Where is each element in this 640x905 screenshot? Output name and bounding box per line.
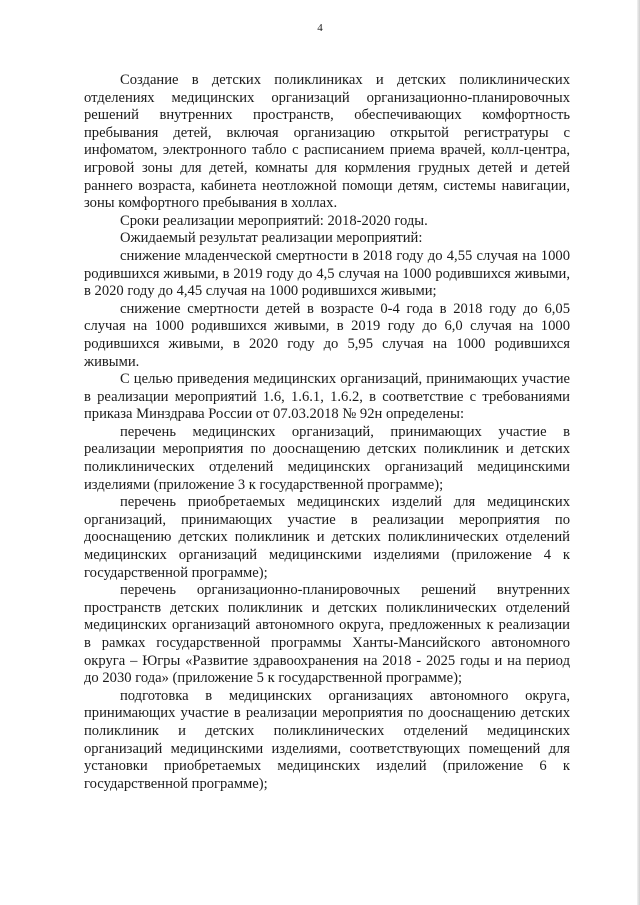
- paragraph-renovation-measures: Создание в детских поликлиниках и детских поликлинических отделениях медицинских организаций организационно-планировочных решений внутренних пространств, обеспечивающих комфортность пребывания детей, включая организацию открытой регистратуры с инфоматом, электронного табло с расписанием приема врачей, колл-центра, игровой зоны для детей, комнаты для кормления грудных детей и детей раннего возраста, кабинета неотложной помощи детям, системы навигации, зоны комфортного пребывания в холлах.: [84, 72, 570, 212]
- paragraph-compliance-purpose: С целью приведения медицинских организаций, принимающих участие в реализации мероприятий 1.6, 1.6.1, 1.6.2, в соответствие с требованиями приказа Минздрава России от 07.03.2018 № 92н определены:: [84, 371, 570, 423]
- paragraph-list-organizations: перечень медицинских организаций, принимающих участие в реализации мероприятия по дооснащению детских поликлиник и детских поликлинических отделений медицинских организаций медицинскими изделиями (приложение 3 к государственной программе);: [84, 423, 570, 493]
- paragraph-premises-preparation: подготовка в медицинских организациях автономного округа, принимающих участие в реализации мероприятия по дооснащению детских поликлиник и детских поликлинических отделений медицинских организаций медицинскими изделиями, соответствующих помещений для установки приобретаемых медицинских изделий (приложение 6 к государственной программе);: [84, 687, 570, 792]
- paragraph-expected-result: Ожидаемый результат реализации мероприятий:: [120, 230, 423, 247]
- paragraph-infant-mortality: снижение младенческой смертности в 2018 году до 4,55 случая на 1000 родившихся живыми, в 2019 году до 4,5 случая на 1000 родившихся живыми, в 2020 году до 4,45 случая на 1000 родившихся живыми;: [84, 247, 570, 300]
- paragraph-list-devices: перечень приобретаемых медицинских изделий для медицинских организаций, принимающих участие в реализации мероприятия по дооснащению детских поликлиник и детских поликлинических отделений медицинских организаций медицинскими изделиями (приложение 4 к государственной программе);: [84, 494, 570, 581]
- paragraph-list-planning-solutions: перечень организационно-планировочных решений внутренних пространств детских поликлиник и детских поликлинических отделений медицинских организаций автономного округа, предложенных к реализации в рамках государственной программы Ханты-Мансийского автономного округа – Югры «Развитие здравоохранения на 2018 - 2025 годы и на период до 2030 года» (приложение 5 к государственной программе);: [84, 582, 570, 687]
- page-number: 4: [317, 22, 323, 34]
- document-body: [84, 72, 570, 793]
- paragraph-child-mortality: снижение смертности детей в возрасте 0-4 года в 2018 году до 6,05 случая на 1000 родившихся живыми, в 2019 году до 6,0 случая на 1000 родившихся живыми, в 2020 году до 5,95 случая на 1000 родившихся живыми.: [84, 300, 570, 370]
- paragraph-implementation-period: Сроки реализации мероприятий: 2018-2020 годы.: [120, 212, 428, 229]
